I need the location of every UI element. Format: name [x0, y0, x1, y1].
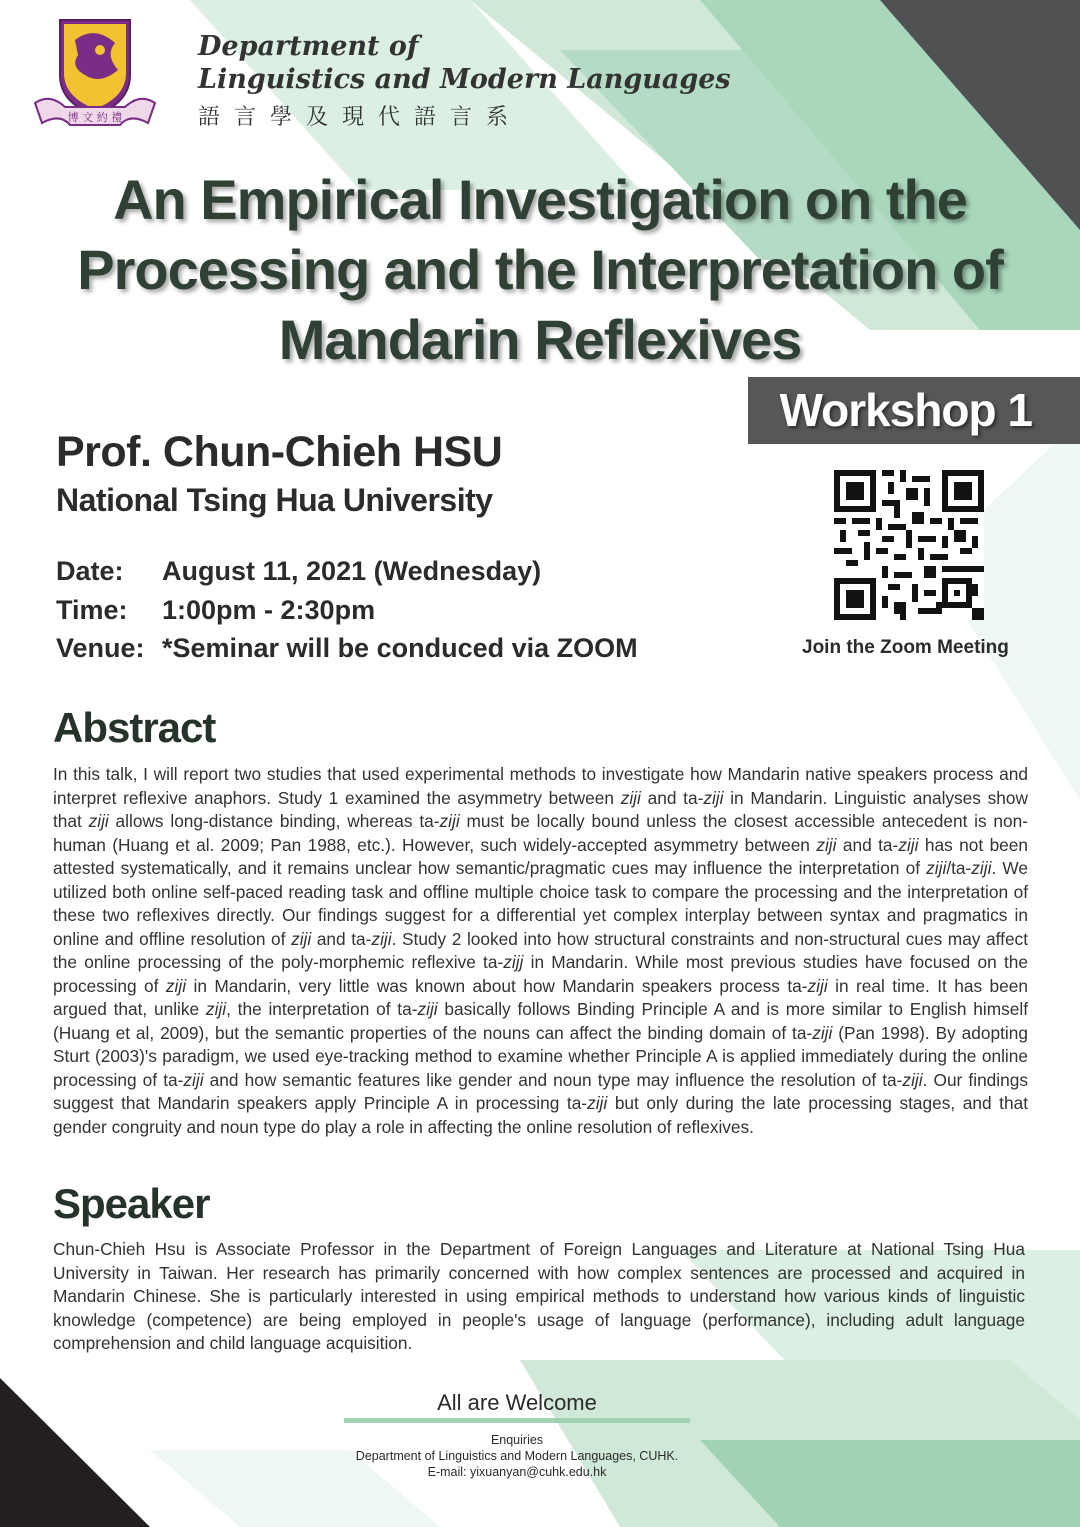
date-value: August 11, 2021 (Wednesday): [162, 556, 542, 586]
talk-title-line1: An Empirical Investigation on the: [113, 168, 967, 231]
talk-title-line3: Mandarin Reflexives: [278, 308, 802, 371]
venue-value: *Seminar will be conduced via ZOOM: [162, 633, 638, 663]
talk-title-line2: Processing and the Interpretation of: [77, 238, 1003, 301]
speaker-affiliation: National Tsing Hua University: [56, 482, 493, 518]
department-name-zh: 語言學及現代語言系: [198, 105, 523, 130]
department-name-line2: Linguistics and Modern Languages: [198, 64, 731, 95]
svg-text:博 文 約 禮: 博 文 約 禮: [67, 111, 123, 124]
date-row: [56, 556, 541, 587]
abstract-heading: Abstract: [53, 704, 216, 751]
date-label: Date:: [56, 556, 124, 586]
welcome-underline: [344, 1418, 690, 1423]
cuhk-crest-logo: [30, 15, 160, 130]
qr-code-icon[interactable]: [834, 470, 984, 620]
enquiries-label: Enquiries: [490, 1433, 544, 1447]
workshop-badge: Workshop 1: [748, 377, 1080, 444]
enquiries-email: E-mail: yixuanyan@cuhk.edu.hk: [427, 1465, 607, 1479]
time-label: Time:: [56, 595, 128, 625]
enquiries-block: [300, 1432, 734, 1480]
welcome-text: All are Welcome: [437, 1390, 597, 1415]
talk-title: [60, 165, 1020, 375]
department-name-line1: Department of: [198, 31, 419, 62]
enquiries-dept: Department of Linguistics and Modern Languages, CUHK.: [355, 1449, 679, 1463]
department-name-en: [198, 30, 731, 96]
time-value: 1:00pm - 2:30pm: [162, 595, 376, 625]
qr-caption: Join the Zoom Meeting: [802, 637, 1009, 658]
venue-label: Venue:: [56, 633, 145, 663]
speaker-bio: Chun-Chieh Hsu is Associate Professor in the Department of Foreign Languages and Literature at National Tsing Hua University in Taiwan. Her research has primarily concerned with how complex sentences are processed and acquired in Mandarin Chinese. She is particularly interested in using empirical methods to understand how various kinds of linguistic knowledge (competence) are being employed in people's usage of language (performance), including adult language comprehension and child language acquisition.: [53, 1239, 1025, 1353]
speaker-name: Prof. Chun-Chieh HSU: [56, 428, 503, 476]
speaker-heading: Speaker: [53, 1180, 210, 1227]
time-row: [56, 595, 375, 626]
venue-row: [56, 633, 638, 664]
abstract-text: In this talk, I will report two studies that used experimental methods to investigate how Mandarin native speakers process and interpret reflexive anaphors. Study 1 examined the asymmetry between ziji and ta-ziji in Mandarin. Linguistic analyses show that ziji allows long-distance binding, whereas ta-ziji must be locally bound unless the closest accessible antecedent is non-human (Huang et al. 2009; Pan 1988, etc.). However, such widely-accepted asymmetry between ziji and ta-ziji has not been attested systematically, and it remains unclear how semantic/pragmatic cues may influence the interpretation of ziji/ta-ziji. We utilized both online self-paced reading task and offline multiple choice task to compare the processing and the interpretation of these two reflexives directly. Our findings suggest for a differential yet complex interplay between syntax and pragmatics in online and offline resolution of ziji and ta-ziji. Study 2 looked into how structural constraints and non-structural cues may affect the online processing of the poly-morphemic reflexive ta-zijj in Mandarin. While most previous studies have focused on the processing of ziji in Mandarin, very little was known about how Mandarin speakers process ta-ziji in real time. It has been argued that, unlike ziji, the interpretation of ta-ziji basically follows Binding Principle A and is more similar to English himself (Huang et al, 2009), but the semantic properties of the nouns can affect the binding domain of ta-ziji (Pan 1998). By adopting Sturt (2003)'s paradigm, we used eye-tracking method to examine whether Principle A is applied immediately during the online processing of ta-ziji and how semantic features like gender and noun type may influence the resolution of ta-ziji. Our findings suggest that Mandarin speakers apply Principle A in processing ta-ziji but only during the late processing stages, and that gender congruity and noun type do play a role in affecting the online resolution of reflexives.: [53, 764, 1029, 1137]
